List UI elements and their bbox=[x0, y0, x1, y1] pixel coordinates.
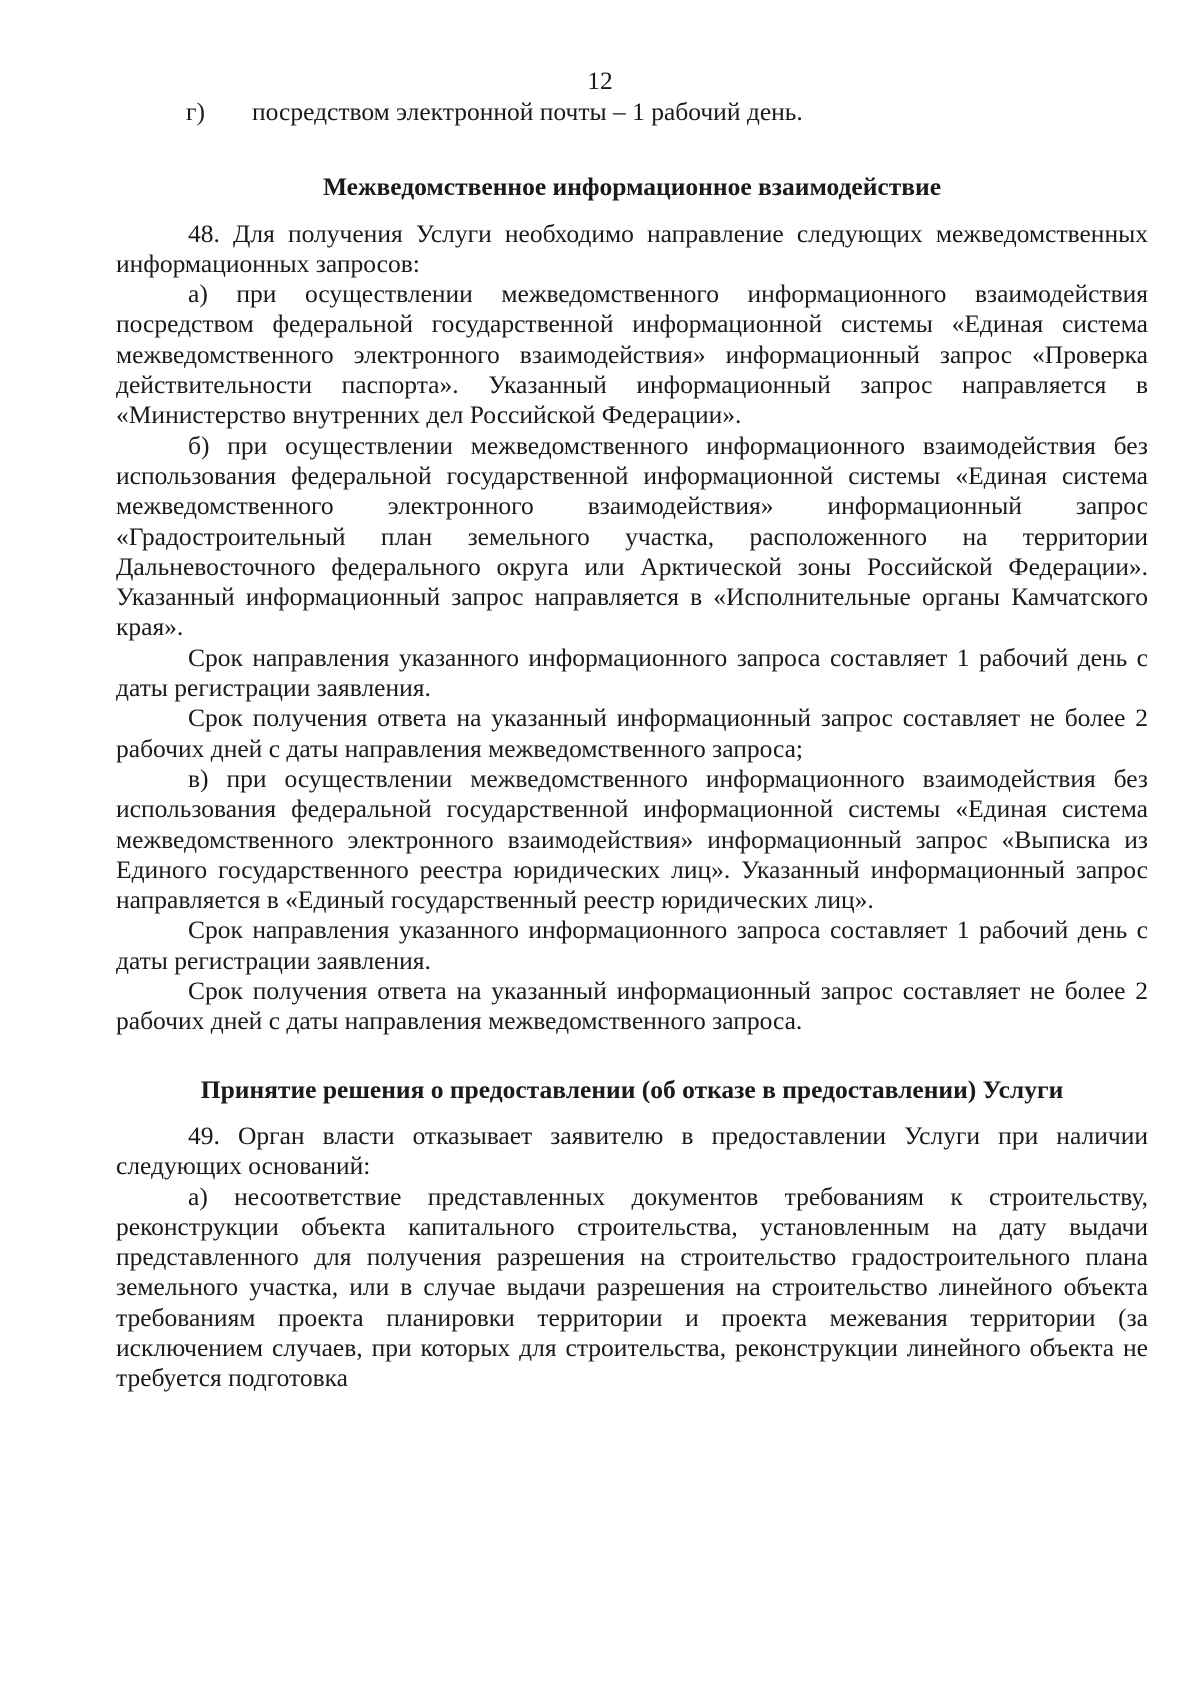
paragraph: в) при осуществлении межведомственного информационного взаимодействия без использования федеральной государственной информационной системы «Единая система межведомственного электронного взаимодействия» информационный запрос «Выписка из Единого государственного реестра юридических лиц». Указанный информационный запрос направляется в «Единый государственный реестр юридических лиц». bbox=[116, 763, 1148, 915]
paragraph: б) при осуществлении межведомственного информационного взаимодействия без использования федеральной государственной информационной системы «Единая система межведомственного электронного взаимодействия» информационный запрос «Градостроительный план земельного участка, расположенного на территории Дальневосточного федерального округа или Арктической зоны Российской Федерации». Указанный информационный запрос направляется в «Исполнительные органы Камчатского края». bbox=[116, 430, 1148, 642]
paragraph: Срок направления указанного информационного запроса составляет 1 рабочий день с даты регистрации заявления. bbox=[116, 915, 1148, 975]
page-content bbox=[116, 97, 1148, 1394]
paragraph: Срок получения ответа на указанный информационный запрос составляет не более 2 рабочих дней с даты направления межведомственного запроса; bbox=[116, 703, 1148, 763]
paragraph: Срок направления указанного информационного запроса составляет 1 рабочий день с даты регистрации заявления. bbox=[116, 642, 1148, 703]
list-item-text: посредством электронной почты – 1 рабочий день. bbox=[252, 97, 803, 126]
paragraph: Срок получения ответа на указанный информационный запрос составляет не более 2 рабочих дней с даты направления межведомственного запроса. bbox=[116, 976, 1148, 1036]
page-number: 12 bbox=[587, 66, 613, 95]
section-heading-decision: Принятие решения о предоставлении (об отказе в предоставлении) Услуги bbox=[200, 1074, 1064, 1104]
list-item-g bbox=[116, 97, 1148, 127]
paragraph: 49. Орган власти отказывает заявителю в предоставлении Услуги при наличии следующих оснований: bbox=[116, 1120, 1148, 1181]
section-heading-interagency: Межведомственное информационное взаимодействие bbox=[322, 172, 942, 202]
list-marker: г) bbox=[186, 97, 205, 126]
paragraph: 48. Для получения Услуги необходимо направление следующих межведомственных информационных запросов: bbox=[116, 218, 1148, 278]
paragraph: а) несоответствие представленных документов требованиям к строительству, реконструкции объекта капитального строительства, установленным на дату выдачи представленного для получения разрешения на строительство градостроительного плана земельного участка, или в случае выдачи разрешения на строительство линейного объекта требованиям проекта планировки территории и проекта межевания территории (за исключением случаев, при которых для строительства, реконструкции линейного объекта не требуется подготовка bbox=[116, 1181, 1148, 1393]
paragraph: а) при осуществлении межведомственного информационного взаимодействия посредством федеральной государственной информационной системы «Единая система межведомственного электронного взаимодействия» информационный запрос «Проверка действительности паспорта». Указанный информационный запрос направляется в «Министерство внутренних дел Российской Федерации». bbox=[116, 279, 1148, 430]
